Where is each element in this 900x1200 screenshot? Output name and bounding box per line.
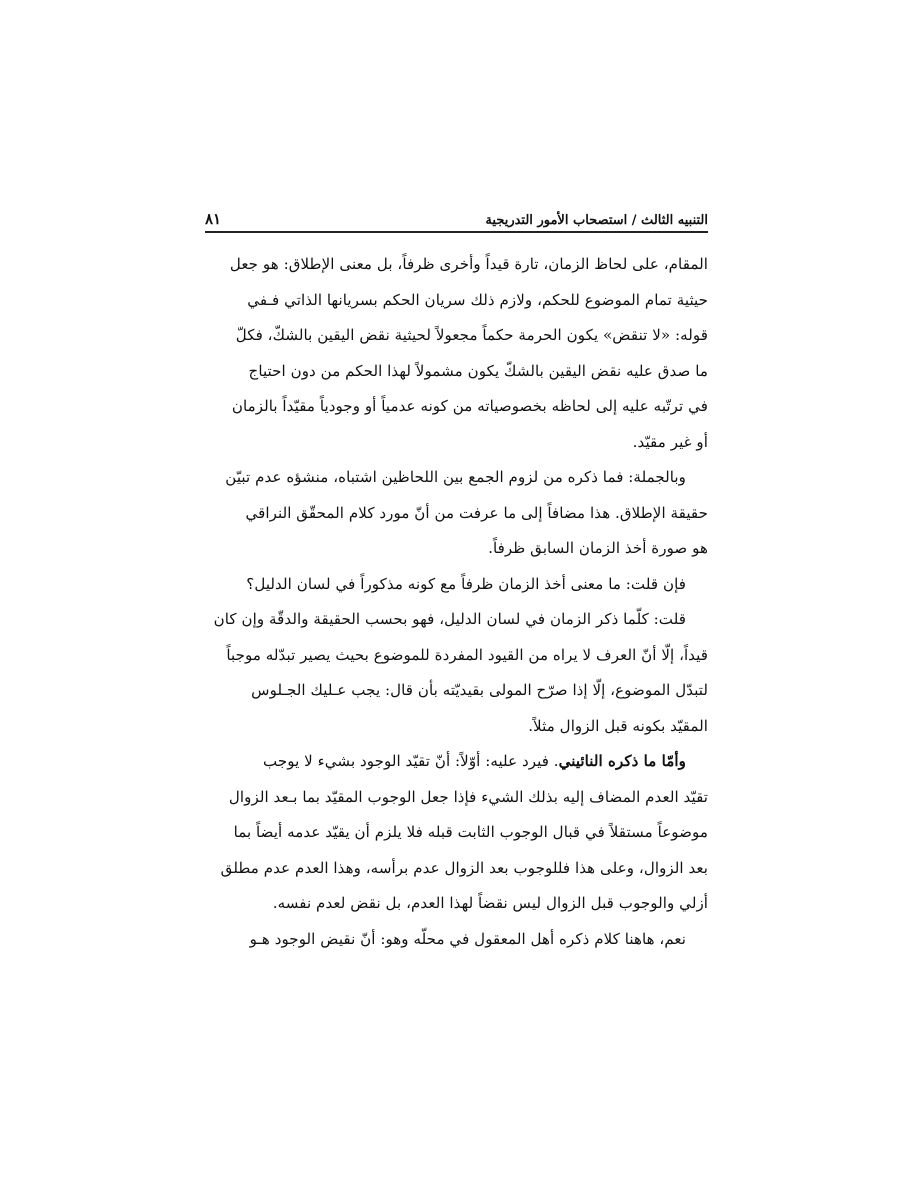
line-text: تقيّد العدم المضاف إليه بذلك الشيء فإذا جعل الوجوب المقيّد بما بـعد الزوال: [228, 787, 708, 806]
paragraph-line: [205, 283, 708, 319]
paragraph-line: [205, 389, 708, 425]
paragraph-line: [205, 247, 708, 283]
paragraph-line: [205, 567, 708, 603]
paragraph-line: [205, 318, 708, 354]
running-header: [205, 200, 708, 228]
paragraph-line: [205, 531, 708, 567]
paragraph-line: [205, 886, 708, 922]
line-text: أزلي والوجوب قبل الزوال ليس نقضاً لهذا العدم، بل نقض لعدم نفسه.: [272, 894, 708, 912]
paragraph-line: [205, 425, 708, 461]
paragraph-line: [205, 780, 708, 816]
paragraph-line: [205, 744, 708, 780]
paragraph-line: [205, 673, 708, 709]
line-text: قوله: «لا تنقض» يكون الحرمة حكماً مجعولاً لحيثية نقض اليقين بالشكّ، فكلّ: [235, 326, 708, 344]
running-head-title: التنبيه الثالث / استصحاب الأمور التدريجية: [485, 213, 708, 228]
line-text: ما صدق عليه نقض اليقين بالشكّ يكون مشمولاً لهذا الحكم من دون احتياج: [248, 361, 708, 380]
paragraph-line: [205, 638, 708, 674]
line-text: قلت: كلّما ذكر الزمان في لسان الدليل، فهو بحسب الحقيقة والدقّة وإن كان: [213, 610, 686, 628]
paragraph-line: [205, 496, 708, 532]
line-text: حيثية تمام الموضوع للحكم، ولازم ذلك سريان الحكم بسريانها الذاتي فـفي: [247, 290, 708, 309]
line-text: المقام، على لحاظ الزمان، تارة قيداً وأخرى ظرفاً، بل معنى الإطلاق: هو جعل: [229, 255, 708, 273]
page-number: ٨١: [205, 210, 222, 228]
line-text: بعد الزوال، وعلى هذا فللوجوب بعد الزوال عدم برأسه، وهذا العدم عدم مطلق: [220, 858, 708, 877]
paragraph-line: [205, 602, 708, 638]
line-text: لتبدّل الموضوع، إلّا إذا صرّح المولى بقيديّته بأن قال: يجب عـليك الجـلوس: [251, 681, 708, 699]
line-text: حقيقة الإطلاق. هذا مضافاً إلى ما عرفت من أنّ مورد كلام المحقّق النراقي: [245, 503, 708, 522]
line-text: هو صورة أخذ الزمان السابق ظرفاً.: [488, 539, 708, 557]
book-page: [205, 200, 708, 957]
line-text: موضوعاً مستقلاً في قبال الوجوب الثابت قبله فلا يلزم أن يقيّد عدمه أيضاً بما: [233, 823, 708, 841]
paragraph-line: [205, 815, 708, 851]
line-text: وبالجملة: فما ذكره من لزوم الجمع بين اللحاظين اشتباه، منشؤه عدم تبيّن: [225, 468, 686, 486]
line-text: [263, 744, 686, 780]
line-text: أو غير مقيّد.: [632, 432, 708, 451]
paragraph-line: [205, 460, 708, 496]
line-text: المقيّد بكونه قبل الزوال مثلاً.: [528, 716, 708, 735]
line-text: في ترتّبه عليه إلى لحاظه بخصوصياته من كونه عدمياً أو وجودياً مقيّداً بالزمان: [231, 397, 708, 415]
paragraph-line: [205, 851, 708, 887]
paragraph-line: [205, 354, 708, 390]
line-text-rest: . فيرد عليه: أوّلاً: أنّ تقيّد الوجود بشيء لا يوجب: [262, 752, 559, 770]
line-text: قيداً، إلّا أنّ العرف لا يراه من القيود المفردة للموضوع بحيث يصير تبدّله موجباً: [226, 645, 708, 664]
paragraph-lead: وأمّا ما ذكره النائيني: [558, 752, 686, 770]
paragraph-line: [205, 922, 708, 958]
line-text: نعم، هاهنا كلام ذكره أهل المعقول في محلّه وهو: أنّ نقيض الوجود هـو: [249, 929, 686, 948]
page-body: [205, 247, 708, 957]
line-text: فإن قلت: ما معنى أخذ الزمان ظرفاً مع كونه مذكوراً في لسان الدليل؟: [246, 574, 686, 593]
header-rule: [205, 231, 708, 233]
paragraph-line: [205, 709, 708, 745]
